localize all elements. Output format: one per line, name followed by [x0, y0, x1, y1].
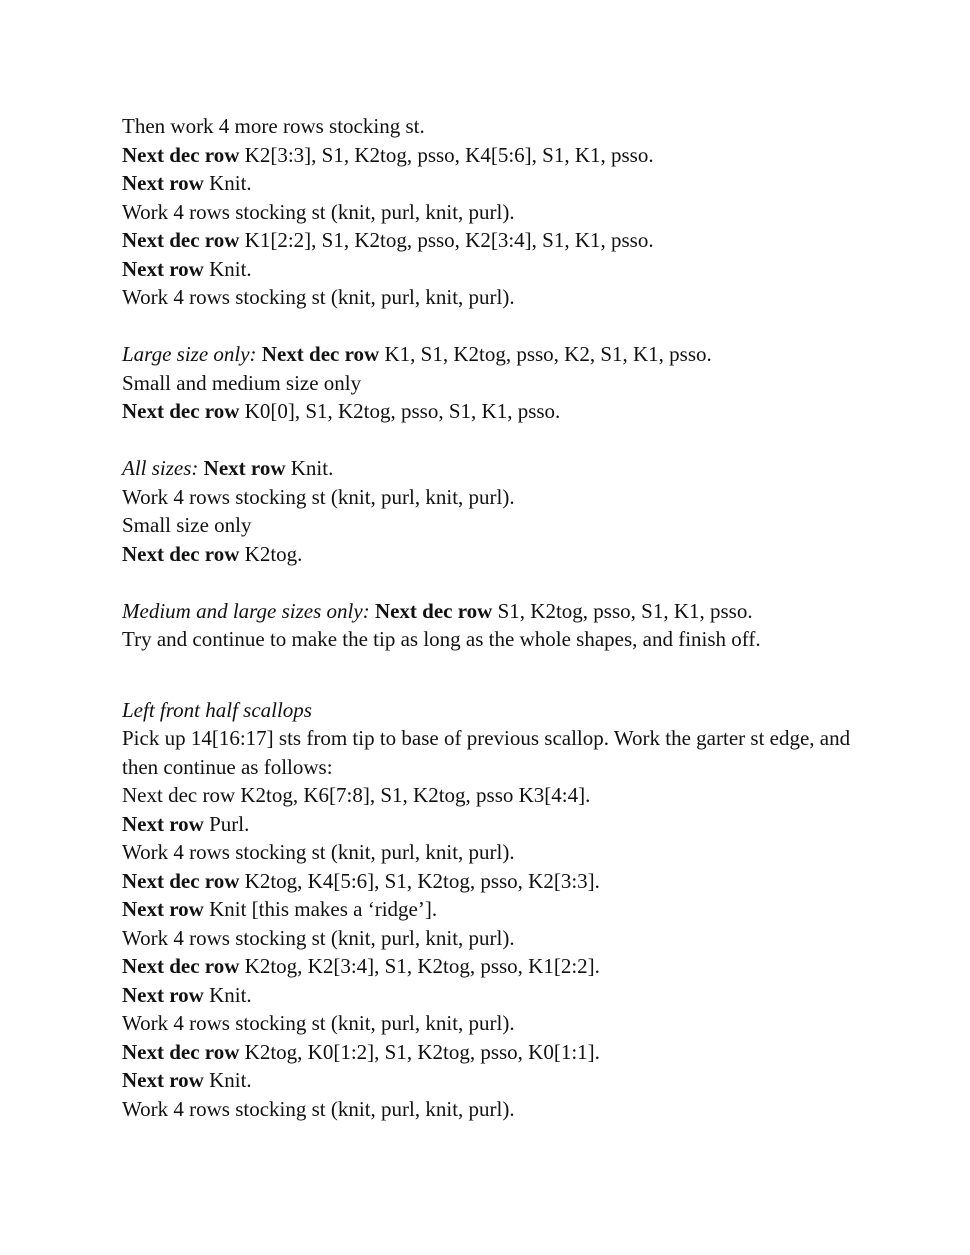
instruction-line: [122, 895, 852, 924]
instruction-text: Try and continue to make the tip as long as the whole shapes, and finish off.: [122, 627, 761, 651]
row-label: Next dec row: [256, 342, 380, 366]
instruction-line: [122, 283, 852, 312]
instruction-text: Small and medium size only: [122, 370, 362, 395]
instruction-text: Knit.: [203, 171, 252, 195]
section-heading-text: Left front half scallops: [122, 697, 312, 722]
instruction-text: K1[2:2], S1, K2tog, psso, K2[3:4], S1, K1, psso.: [239, 228, 654, 252]
row-label: Next dec row: [122, 1039, 240, 1064]
instruction-text: Work 4 rows stocking st (knit, purl, knit, purl).: [122, 1011, 515, 1035]
instruction-text: K2tog, K2[3:4], S1, K2tog, psso, K1[2:2].: [239, 954, 600, 978]
instruction-line: [122, 198, 852, 227]
row-label: Next dec row: [122, 142, 240, 167]
instruction-line: [122, 1009, 852, 1038]
instruction-text: Pick up 14[16:17] sts from tip to base of previous scallop. Work the garter st edge, and then continue as follows:: [122, 726, 851, 779]
size-note: Large size only:: [122, 342, 257, 366]
instruction-line: [122, 255, 852, 284]
instruction-line: [122, 810, 852, 839]
row-label: Next row: [198, 456, 286, 480]
row-label: Next dec row: [369, 598, 493, 623]
instruction-text: K2tog.: [239, 541, 303, 566]
instruction-line: [122, 781, 852, 810]
paragraph-gap: [122, 654, 852, 696]
instruction-text: Work 4 rows stocking st (knit, purl, knit, purl).: [122, 840, 515, 864]
instruction-text: Knit.: [203, 1068, 252, 1092]
instruction-line: [122, 454, 852, 483]
row-label: Next row: [122, 982, 204, 1007]
instruction-paragraph: [122, 724, 852, 781]
instruction-line: [122, 1038, 852, 1067]
paragraph-gap: [122, 568, 852, 597]
instruction-line: [122, 625, 852, 654]
instruction-text: Knit.: [203, 256, 252, 281]
size-note: All sizes:: [122, 456, 199, 480]
instruction-text: Small size only: [122, 513, 252, 537]
instruction-line: [122, 369, 852, 398]
instruction-line: [122, 540, 852, 569]
instruction-line: [122, 483, 852, 512]
row-label: Next row: [122, 897, 204, 921]
instruction-line: [122, 952, 852, 981]
instruction-text: K0[0], S1, K2tog, psso, S1, K1, psso.: [239, 399, 561, 423]
paragraph-gap: [122, 426, 852, 455]
pattern-page: [122, 112, 852, 1123]
row-label: Next dec row: [122, 868, 240, 893]
instruction-text: K2tog, K4[5:6], S1, K2tog, psso, K2[3:3].: [239, 868, 600, 893]
row-label: Next row: [122, 811, 204, 836]
instruction-text: Work 4 rows stocking st (knit, purl, knit, purl).: [122, 484, 515, 509]
instruction-line: [122, 141, 852, 170]
instruction-line: [122, 924, 852, 953]
instruction-text: Work 4 rows stocking st (knit, purl, knit, purl).: [122, 199, 515, 224]
paragraph-gap: [122, 312, 852, 341]
instruction-text: Knit [this makes a ‘ridge’].: [203, 897, 438, 921]
instruction-text: Work 4 rows stocking st (knit, purl, knit, purl).: [122, 925, 515, 950]
row-label: Next row: [122, 1068, 204, 1092]
instruction-line: [122, 1095, 852, 1124]
instruction-text: K2tog, K0[1:2], S1, K2tog, psso, K0[1:1].: [239, 1039, 600, 1064]
instruction-line: [122, 226, 852, 255]
row-label: Next dec row: [122, 541, 240, 566]
row-label: Next row: [122, 256, 204, 281]
instruction-text: K1, S1, K2tog, psso, K2, S1, K1, psso.: [379, 342, 712, 366]
instruction-text: S1, K2tog, psso, S1, K1, psso.: [492, 598, 753, 623]
instruction-line: [122, 867, 852, 896]
instruction-line: [122, 397, 852, 426]
instruction-text: Work 4 rows stocking st (knit, purl, knit, purl).: [122, 1096, 515, 1121]
row-label: Next dec row: [122, 399, 240, 423]
row-label: Next dec row: [122, 954, 240, 978]
instruction-line: [122, 981, 852, 1010]
instruction-text: Then work 4 more rows stocking st.: [122, 114, 425, 138]
instruction-text: K2[3:3], S1, K2tog, psso, K4[5:6], S1, K1, psso.: [239, 142, 654, 167]
instruction-text: Next dec row K2tog, K6[7:8], S1, K2tog, psso K3[4:4].: [122, 783, 591, 807]
instruction-line: [122, 597, 852, 626]
instruction-line: [122, 112, 852, 141]
instruction-line: [122, 838, 852, 867]
size-note: Medium and large sizes only:: [122, 598, 370, 623]
section-heading: [122, 696, 852, 725]
instruction-line: [122, 340, 852, 369]
instruction-text: Work 4 rows stocking st (knit, purl, knit, purl).: [122, 285, 515, 309]
instruction-line: [122, 1066, 852, 1095]
instruction-text: Knit.: [285, 456, 334, 480]
instruction-line: [122, 169, 852, 198]
instruction-line: [122, 511, 852, 540]
instruction-text: Knit.: [203, 982, 252, 1007]
row-label: Next dec row: [122, 228, 240, 252]
instruction-text: Purl.: [203, 811, 250, 836]
row-label: Next row: [122, 171, 204, 195]
